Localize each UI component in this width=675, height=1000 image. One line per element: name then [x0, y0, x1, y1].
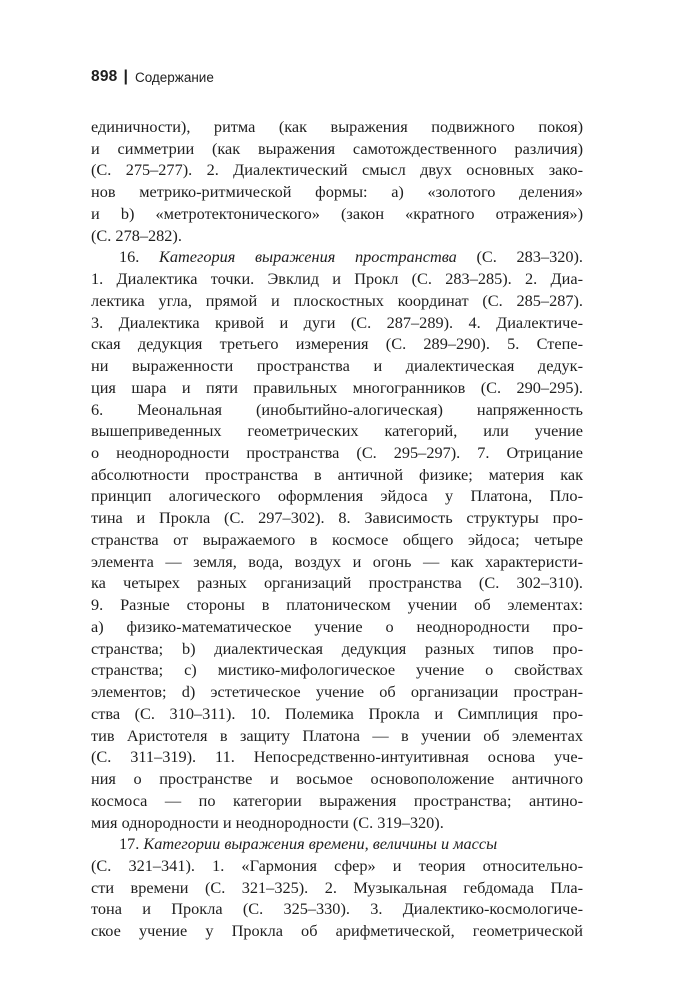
text-line: (С. 278–282). — [91, 225, 182, 245]
text-line: элемента — земля, вода, воздух и огонь — как характеристи- — [91, 551, 583, 571]
text-line: (С. 321–341). 1. «Гармония сфер» и теория относительно- — [91, 855, 583, 875]
text-line: лектика угла, прямой и плоскостных координат (С. 285–287). — [91, 290, 583, 310]
section-number: 17. — [119, 834, 144, 854]
running-header — [91, 68, 214, 86]
text-line: ция шара и пяти правильных многогранников (С. 290–295). — [91, 377, 583, 397]
text-line: тона и Прокла (С. 325–330). 3. Диалектико-космологиче- — [91, 899, 583, 919]
text-line: принцип алогического оформления эйдоса у Платона, Пло- — [91, 486, 583, 506]
text-line: сти времени (С. 321–325). 2. Музыкальная гебдомада Пла- — [91, 877, 583, 897]
page-number: 898 — [91, 68, 118, 85]
section-number: 16. — [119, 247, 160, 267]
text-line: ское учение у Прокла об арифметической, геометрической — [91, 921, 583, 941]
page-range: (С. 283–320). — [456, 247, 584, 267]
text-line: странства; с) мистико-мифологическое учение о свойствах — [91, 660, 583, 680]
text-line: (С. 311–319). 11. Непосредственно-интуитивная основа уче- — [91, 747, 583, 767]
section-heading-line — [91, 833, 583, 855]
text-line: ская дедукция третьего измерения (С. 289–290). 5. Степе- — [91, 334, 583, 354]
section-title: Категория выражения пространства — [159, 247, 457, 267]
text-line: о неоднородности пространства (С. 295–297). 7. Отрицание — [91, 443, 583, 463]
text-line: и b) «метротектонического» (закон «кратного отражения») — [91, 203, 583, 223]
text-line: ни выраженности пространства и диалектическая дедук- — [91, 356, 583, 376]
text-line: 3. Диалектика кривой и дуги (С. 287–289). 4. Диалектиче- — [91, 312, 583, 332]
text-line: единичности), ритма (как выражения подвижного покоя) — [91, 117, 583, 136]
text-line: тина и Прокла (С. 297–302). 8. Зависимость структуры про- — [91, 508, 583, 528]
text-line: 6. Меональная (инобытийно-алогическая) напряженность — [91, 399, 583, 419]
text-line: тив Аристотеля в защиту Платона — в учении об элементах — [91, 725, 583, 745]
text-line: абсолютности пространства в античной физике; материя как — [91, 464, 583, 484]
text-line: вышеприведенных геометрических категорий, или учение — [91, 421, 583, 441]
text-line: элементов; d) эстетическое учение об организации простран- — [91, 682, 583, 702]
header-separator: | — [123, 68, 128, 85]
body-text — [91, 116, 583, 942]
section-title: Категории выражения времени, величины и массы — [143, 834, 498, 854]
text-line: странства; b) диалектическая дедукция разных типов про- — [91, 638, 583, 658]
text-line: (С. 275–277). 2. Диалектический смысл двух основных зако- — [91, 160, 583, 180]
text-line: нов метрико-ритмической формы: а) «золотого деления» — [91, 182, 583, 202]
text-line: ния о пространстве и восьмое основоположение античного — [91, 769, 583, 789]
text-line: а) физико-математическое учение о неоднородности про- — [91, 616, 583, 636]
text-line: странства от выражаемого в космосе общего эйдоса; четыре — [91, 529, 583, 549]
running-title: Содержание — [134, 69, 214, 85]
text-line: 1. Диалектика точки. Эвклид и Прокл (С. 283–285). 2. Диа- — [91, 269, 583, 289]
text-line: 9. Разные стороны в платоническом учении об элементах: — [91, 595, 583, 615]
section-heading-line — [91, 246, 583, 268]
text-line: мия однородности и неоднородности (С. 319–320). — [91, 812, 444, 832]
text-line: и симметрии (как выражения самотождественного различия) — [91, 138, 583, 158]
text-line: ства (С. 310–311). 10. Полемика Прокла и Симплиция про- — [91, 703, 583, 723]
text-line: ка четырех разных организаций пространства (С. 302–310). — [91, 573, 583, 593]
text-line: космоса — по категории выражения пространства; антино- — [91, 790, 583, 810]
